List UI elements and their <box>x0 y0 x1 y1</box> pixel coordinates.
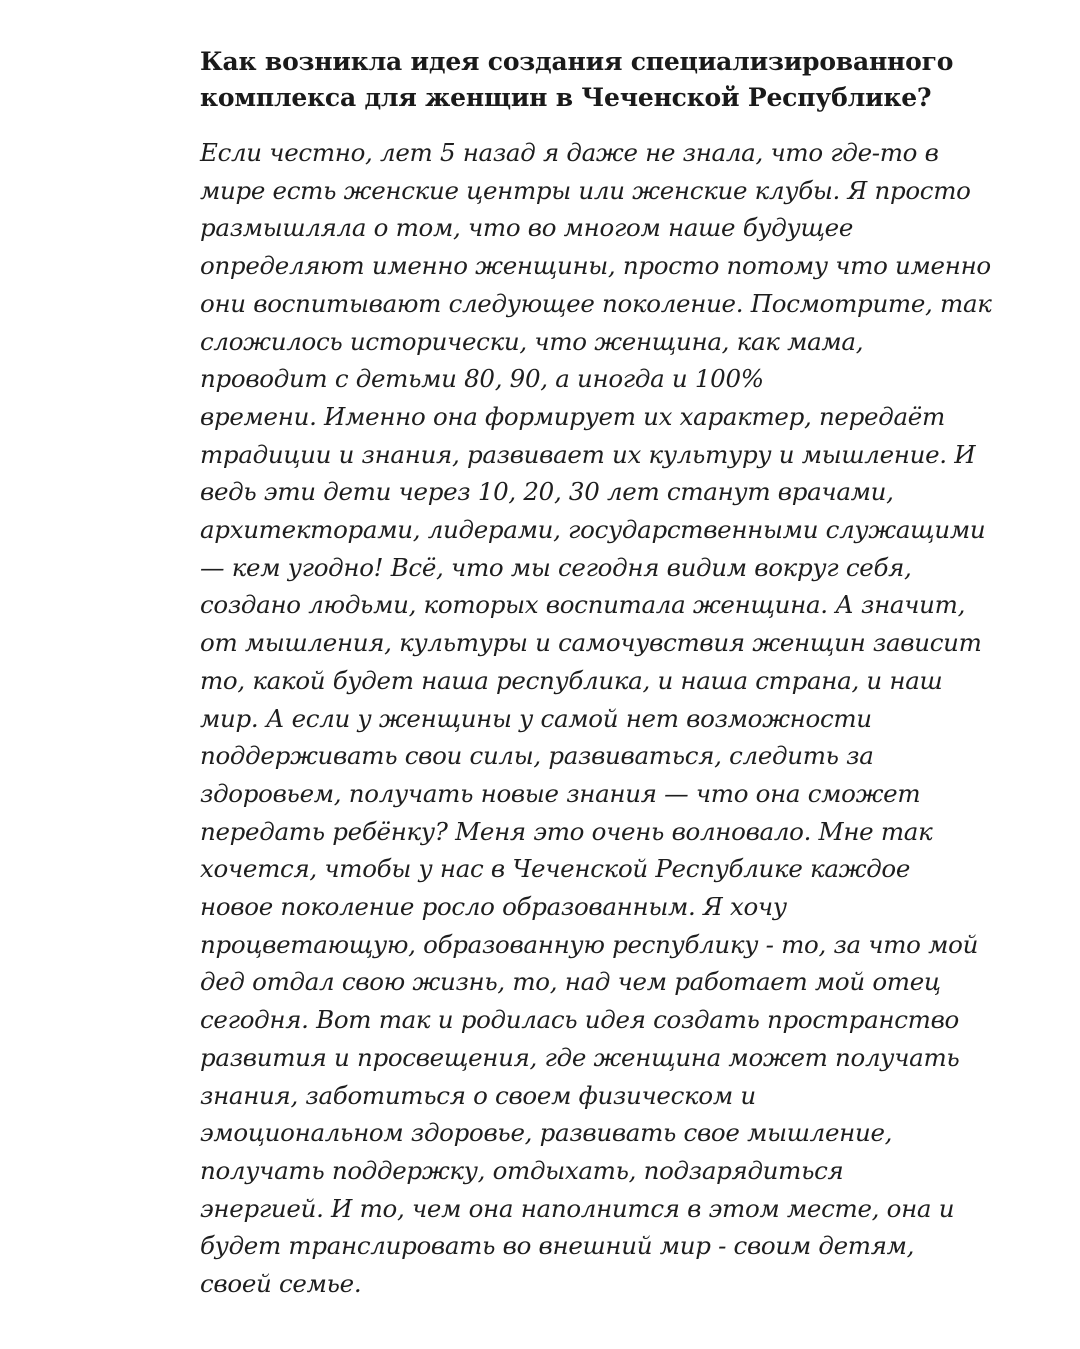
answer-line: Если честно, лет 5 назад я даже не знала, что где-то в <box>200 138 939 167</box>
answer-line: эмоциональном здоровье, развивать свое мышление, <box>200 1118 893 1148</box>
answer-line: архитекторами, лидерами, государственными служащими <box>200 515 986 545</box>
answer-line: новое поколение росло образованным. Я хочу <box>200 892 787 922</box>
answer-line: процветающую, образованную республику - то, за что мой <box>200 929 979 959</box>
answer-line: определяют именно женщины, просто потому что именно <box>200 251 991 281</box>
answer-line: дед отдал свою жизнь, то, над чем работает мой отец <box>200 967 941 997</box>
answer-line: знания, заботиться о своем физическом и <box>200 1080 756 1110</box>
answer-line: здоровьем, получать новые знания — что она сможет <box>200 778 921 808</box>
question-line: комплекса для женщин в Чеченской Республике? <box>200 83 932 112</box>
answer-line: передать ребёнку? Меня это очень волновало. Мне так <box>200 816 933 846</box>
answer-line: — кем угодно! Всё, что мы сегодня видим вокруг себя, <box>200 552 912 582</box>
answer-line: будет транслировать во внешний мир - своим детям, <box>200 1231 915 1261</box>
answer-line: ведь эти дети через 10, 20, 30 лет станут врачами, <box>200 477 894 507</box>
answer-line: создано людьми, которых воспитала женщина. А значит, <box>200 590 966 620</box>
answer-line: энергией. И то, чем она наполнится в этом месте, она и <box>200 1193 955 1223</box>
answer-line: традиции и знания, развивает их культуру и мышление. И <box>200 439 976 469</box>
answer-line: хочется, чтобы у нас в Чеченской Республике каждое <box>200 854 911 884</box>
answer-line: они воспитывают следующее поколение. Посмотрите, так <box>200 288 992 318</box>
answer-paragraph <box>200 134 992 1303</box>
answer-line: размышляла о том, что во многом наше будущее <box>200 213 854 243</box>
answer-line: сегодня. Вот так и родилась идея создать пространство <box>200 1005 960 1035</box>
question-line: Как возникла идея создания специализированного <box>200 47 954 76</box>
answer-line: мире есть женские центры или женские клубы. Я просто <box>200 175 971 205</box>
answer-line: проводит с детьми 80, 90, а иногда и 100% <box>200 364 764 394</box>
answer-line: сложилось исторически, что женщина, как мама, <box>200 326 864 356</box>
question-heading <box>200 44 954 116</box>
answer-line: времени. Именно она формирует их характер, передаёт <box>200 401 945 431</box>
answer-line: то, какой будет наша республика, и наша страна, и наш <box>200 665 943 695</box>
answer-line: мир. А если у женщины у самой нет возможности <box>200 703 872 733</box>
answer-line: развития и просвещения, где женщина может получать <box>200 1042 960 1072</box>
answer-line: получать поддержку, отдыхать, подзарядиться <box>200 1155 844 1185</box>
answer-line: поддерживать свои силы, развиваться, следить за <box>200 741 874 771</box>
answer-line: от мышления, культуры и самочувствия женщин зависит <box>200 628 982 658</box>
answer-line: своей семье. <box>200 1269 362 1299</box>
article <box>200 44 992 1303</box>
